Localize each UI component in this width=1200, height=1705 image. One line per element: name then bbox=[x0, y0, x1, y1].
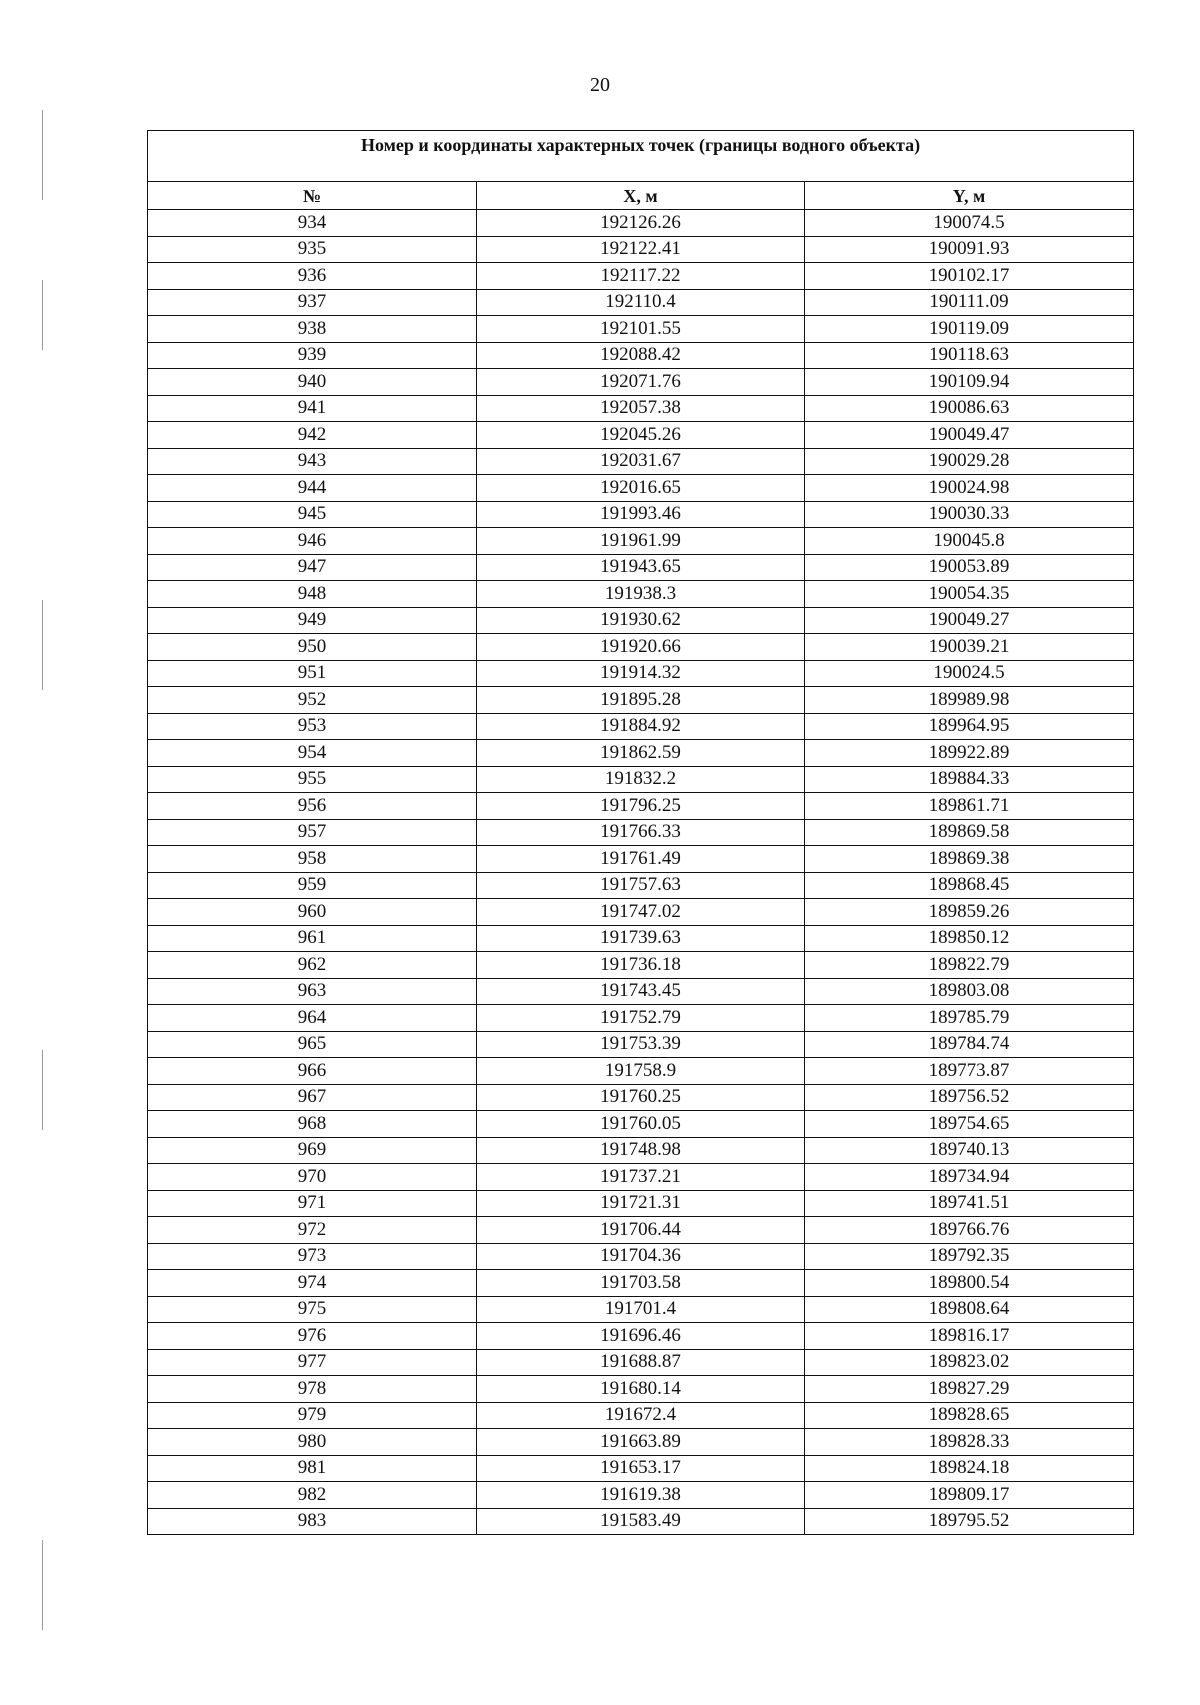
table-row bbox=[148, 766, 1134, 793]
y-coordinate-cell: 189803.08 bbox=[805, 978, 1134, 1005]
point-number-cell: 979 bbox=[148, 1402, 477, 1429]
x-coordinate-cell: 191993.46 bbox=[477, 501, 805, 528]
table-row bbox=[148, 660, 1134, 687]
table-row bbox=[148, 740, 1134, 767]
table-row bbox=[148, 1296, 1134, 1323]
point-number-cell: 938 bbox=[148, 316, 477, 343]
point-number-cell: 959 bbox=[148, 872, 477, 899]
table-body bbox=[148, 210, 1134, 1535]
x-coordinate-cell: 192110.4 bbox=[477, 289, 805, 316]
x-coordinate-cell: 191832.2 bbox=[477, 766, 805, 793]
point-number-cell: 966 bbox=[148, 1058, 477, 1085]
y-coordinate-cell: 189808.64 bbox=[805, 1296, 1134, 1323]
table-row bbox=[148, 342, 1134, 369]
x-coordinate-cell: 191758.9 bbox=[477, 1058, 805, 1085]
scan-margin-line bbox=[42, 1540, 43, 1630]
x-coordinate-cell: 192088.42 bbox=[477, 342, 805, 369]
point-number-cell: 937 bbox=[148, 289, 477, 316]
x-coordinate-cell: 191752.79 bbox=[477, 1005, 805, 1032]
y-coordinate-cell: 189859.26 bbox=[805, 899, 1134, 926]
coordinates-table bbox=[147, 130, 1134, 1535]
table-row bbox=[148, 1111, 1134, 1138]
point-number-cell: 942 bbox=[148, 422, 477, 449]
table-row bbox=[148, 289, 1134, 316]
point-number-cell: 952 bbox=[148, 687, 477, 714]
point-number-cell: 956 bbox=[148, 793, 477, 820]
table-row bbox=[148, 899, 1134, 926]
y-coordinate-cell: 189868.45 bbox=[805, 872, 1134, 899]
table-row bbox=[148, 554, 1134, 581]
y-coordinate-cell: 189823.02 bbox=[805, 1349, 1134, 1376]
page-number: 20 bbox=[590, 74, 610, 96]
x-coordinate-cell: 192122.41 bbox=[477, 236, 805, 263]
table-row bbox=[148, 713, 1134, 740]
x-coordinate-cell: 191737.21 bbox=[477, 1164, 805, 1191]
y-coordinate-cell: 190102.17 bbox=[805, 263, 1134, 290]
x-coordinate-cell: 191757.63 bbox=[477, 872, 805, 899]
x-coordinate-cell: 192031.67 bbox=[477, 448, 805, 475]
x-coordinate-cell: 191680.14 bbox=[477, 1376, 805, 1403]
y-coordinate-cell: 189884.33 bbox=[805, 766, 1134, 793]
x-coordinate-cell: 191961.99 bbox=[477, 528, 805, 555]
point-number-cell: 973 bbox=[148, 1243, 477, 1270]
x-coordinate-cell: 192016.65 bbox=[477, 475, 805, 502]
y-coordinate-cell: 190086.63 bbox=[805, 395, 1134, 422]
y-coordinate-cell: 189824.18 bbox=[805, 1455, 1134, 1482]
y-coordinate-cell: 189773.87 bbox=[805, 1058, 1134, 1085]
point-number-cell: 968 bbox=[148, 1111, 477, 1138]
x-coordinate-cell: 191760.25 bbox=[477, 1084, 805, 1111]
table-row bbox=[148, 819, 1134, 846]
table-row bbox=[148, 1031, 1134, 1058]
table-row bbox=[148, 501, 1134, 528]
x-coordinate-cell: 191653.17 bbox=[477, 1455, 805, 1482]
x-coordinate-cell: 192071.76 bbox=[477, 369, 805, 396]
x-coordinate-cell: 191938.3 bbox=[477, 581, 805, 608]
x-coordinate-cell: 191701.4 bbox=[477, 1296, 805, 1323]
table-row bbox=[148, 634, 1134, 661]
table-row bbox=[148, 581, 1134, 608]
column-header-number: № bbox=[148, 182, 477, 210]
x-coordinate-cell: 191704.36 bbox=[477, 1243, 805, 1270]
point-number-cell: 940 bbox=[148, 369, 477, 396]
y-coordinate-cell: 189850.12 bbox=[805, 925, 1134, 952]
column-header-y: Y, м bbox=[805, 182, 1134, 210]
y-coordinate-cell: 190045.8 bbox=[805, 528, 1134, 555]
x-coordinate-cell: 191761.49 bbox=[477, 846, 805, 873]
table-row bbox=[148, 236, 1134, 263]
point-number-cell: 957 bbox=[148, 819, 477, 846]
x-coordinate-cell: 191920.66 bbox=[477, 634, 805, 661]
table-row bbox=[148, 1429, 1134, 1456]
scan-margin-line bbox=[42, 1050, 43, 1130]
y-coordinate-cell: 189989.98 bbox=[805, 687, 1134, 714]
y-coordinate-cell: 189792.35 bbox=[805, 1243, 1134, 1270]
table-row bbox=[148, 846, 1134, 873]
x-coordinate-cell: 191747.02 bbox=[477, 899, 805, 926]
y-coordinate-cell: 190053.89 bbox=[805, 554, 1134, 581]
point-number-cell: 947 bbox=[148, 554, 477, 581]
y-coordinate-cell: 189828.33 bbox=[805, 1429, 1134, 1456]
x-coordinate-cell: 191930.62 bbox=[477, 607, 805, 634]
y-coordinate-cell: 190030.33 bbox=[805, 501, 1134, 528]
table-row bbox=[148, 925, 1134, 952]
y-coordinate-cell: 190119.09 bbox=[805, 316, 1134, 343]
y-coordinate-cell: 189964.95 bbox=[805, 713, 1134, 740]
x-coordinate-cell: 192045.26 bbox=[477, 422, 805, 449]
table-row bbox=[148, 687, 1134, 714]
y-coordinate-cell: 189756.52 bbox=[805, 1084, 1134, 1111]
point-number-cell: 941 bbox=[148, 395, 477, 422]
table-row bbox=[148, 1508, 1134, 1535]
table-title: Номер и координаты характерных точек (границы водного объекта) bbox=[148, 131, 1134, 182]
y-coordinate-cell: 189861.71 bbox=[805, 793, 1134, 820]
column-header-x: X, м bbox=[477, 182, 805, 210]
y-coordinate-cell: 189784.74 bbox=[805, 1031, 1134, 1058]
table-row bbox=[148, 1164, 1134, 1191]
y-coordinate-cell: 189800.54 bbox=[805, 1270, 1134, 1297]
x-coordinate-cell: 191696.46 bbox=[477, 1323, 805, 1350]
point-number-cell: 981 bbox=[148, 1455, 477, 1482]
x-coordinate-cell: 191688.87 bbox=[477, 1349, 805, 1376]
point-number-cell: 953 bbox=[148, 713, 477, 740]
point-number-cell: 944 bbox=[148, 475, 477, 502]
y-coordinate-cell: 189816.17 bbox=[805, 1323, 1134, 1350]
y-coordinate-cell: 190029.28 bbox=[805, 448, 1134, 475]
x-coordinate-cell: 191743.45 bbox=[477, 978, 805, 1005]
point-number-cell: 939 bbox=[148, 342, 477, 369]
x-coordinate-cell: 191672.4 bbox=[477, 1402, 805, 1429]
point-number-cell: 964 bbox=[148, 1005, 477, 1032]
table-row bbox=[148, 422, 1134, 449]
x-coordinate-cell: 191583.49 bbox=[477, 1508, 805, 1535]
table-row bbox=[148, 369, 1134, 396]
y-coordinate-cell: 189869.38 bbox=[805, 846, 1134, 873]
table-row bbox=[148, 1217, 1134, 1244]
y-coordinate-cell: 190054.35 bbox=[805, 581, 1134, 608]
table-row bbox=[148, 210, 1134, 237]
y-coordinate-cell: 190049.47 bbox=[805, 422, 1134, 449]
point-number-cell: 943 bbox=[148, 448, 477, 475]
x-coordinate-cell: 191884.92 bbox=[477, 713, 805, 740]
y-coordinate-cell: 190039.21 bbox=[805, 634, 1134, 661]
table-row bbox=[148, 952, 1134, 979]
y-coordinate-cell: 189785.79 bbox=[805, 1005, 1134, 1032]
point-number-cell: 951 bbox=[148, 660, 477, 687]
point-number-cell: 980 bbox=[148, 1429, 477, 1456]
x-coordinate-cell: 192117.22 bbox=[477, 263, 805, 290]
table-row bbox=[148, 872, 1134, 899]
table-row bbox=[148, 978, 1134, 1005]
point-number-cell: 934 bbox=[148, 210, 477, 237]
point-number-cell: 961 bbox=[148, 925, 477, 952]
point-number-cell: 967 bbox=[148, 1084, 477, 1111]
scan-margin-line bbox=[42, 280, 43, 350]
table-row bbox=[148, 1137, 1134, 1164]
y-coordinate-cell: 190024.98 bbox=[805, 475, 1134, 502]
table-row bbox=[148, 528, 1134, 555]
x-coordinate-cell: 192101.55 bbox=[477, 316, 805, 343]
y-coordinate-cell: 189766.76 bbox=[805, 1217, 1134, 1244]
point-number-cell: 955 bbox=[148, 766, 477, 793]
y-coordinate-cell: 190111.09 bbox=[805, 289, 1134, 316]
x-coordinate-cell: 191766.33 bbox=[477, 819, 805, 846]
point-number-cell: 963 bbox=[148, 978, 477, 1005]
scan-margin-line bbox=[42, 600, 43, 690]
x-coordinate-cell: 191619.38 bbox=[477, 1482, 805, 1509]
y-coordinate-cell: 189795.52 bbox=[805, 1508, 1134, 1535]
point-number-cell: 975 bbox=[148, 1296, 477, 1323]
table-row bbox=[148, 1402, 1134, 1429]
point-number-cell: 970 bbox=[148, 1164, 477, 1191]
x-coordinate-cell: 192057.38 bbox=[477, 395, 805, 422]
point-number-cell: 958 bbox=[148, 846, 477, 873]
y-coordinate-cell: 190049.27 bbox=[805, 607, 1134, 634]
table-row bbox=[148, 1323, 1134, 1350]
y-coordinate-cell: 190074.5 bbox=[805, 210, 1134, 237]
y-coordinate-cell: 189922.89 bbox=[805, 740, 1134, 767]
scan-margin-line bbox=[42, 110, 43, 200]
table-row bbox=[148, 263, 1134, 290]
table-row bbox=[148, 1349, 1134, 1376]
y-coordinate-cell: 189822.79 bbox=[805, 952, 1134, 979]
x-coordinate-cell: 191914.32 bbox=[477, 660, 805, 687]
x-coordinate-cell: 191796.25 bbox=[477, 793, 805, 820]
x-coordinate-cell: 191943.65 bbox=[477, 554, 805, 581]
point-number-cell: 945 bbox=[148, 501, 477, 528]
point-number-cell: 974 bbox=[148, 1270, 477, 1297]
table-row bbox=[148, 793, 1134, 820]
x-coordinate-cell: 191706.44 bbox=[477, 1217, 805, 1244]
table-row bbox=[148, 607, 1134, 634]
x-coordinate-cell: 191663.89 bbox=[477, 1429, 805, 1456]
y-coordinate-cell: 189869.58 bbox=[805, 819, 1134, 846]
x-coordinate-cell: 192126.26 bbox=[477, 210, 805, 237]
y-coordinate-cell: 189740.13 bbox=[805, 1137, 1134, 1164]
point-number-cell: 946 bbox=[148, 528, 477, 555]
x-coordinate-cell: 191760.05 bbox=[477, 1111, 805, 1138]
point-number-cell: 978 bbox=[148, 1376, 477, 1403]
y-coordinate-cell: 190024.5 bbox=[805, 660, 1134, 687]
point-number-cell: 936 bbox=[148, 263, 477, 290]
table-row bbox=[148, 1084, 1134, 1111]
table-row bbox=[148, 316, 1134, 343]
point-number-cell: 950 bbox=[148, 634, 477, 661]
y-coordinate-cell: 190091.93 bbox=[805, 236, 1134, 263]
table-row bbox=[148, 1270, 1134, 1297]
point-number-cell: 971 bbox=[148, 1190, 477, 1217]
point-number-cell: 972 bbox=[148, 1217, 477, 1244]
point-number-cell: 935 bbox=[148, 236, 477, 263]
y-coordinate-cell: 189734.94 bbox=[805, 1164, 1134, 1191]
x-coordinate-cell: 191753.39 bbox=[477, 1031, 805, 1058]
table-row bbox=[148, 1005, 1134, 1032]
point-number-cell: 983 bbox=[148, 1508, 477, 1535]
table-row bbox=[148, 448, 1134, 475]
point-number-cell: 949 bbox=[148, 607, 477, 634]
y-coordinate-cell: 189741.51 bbox=[805, 1190, 1134, 1217]
point-number-cell: 954 bbox=[148, 740, 477, 767]
table-row bbox=[148, 1058, 1134, 1085]
x-coordinate-cell: 191703.58 bbox=[477, 1270, 805, 1297]
point-number-cell: 962 bbox=[148, 952, 477, 979]
table-row bbox=[148, 1482, 1134, 1509]
y-coordinate-cell: 189827.29 bbox=[805, 1376, 1134, 1403]
x-coordinate-cell: 191739.63 bbox=[477, 925, 805, 952]
point-number-cell: 977 bbox=[148, 1349, 477, 1376]
table-row bbox=[148, 1243, 1134, 1270]
point-number-cell: 976 bbox=[148, 1323, 477, 1350]
table-row bbox=[148, 475, 1134, 502]
point-number-cell: 969 bbox=[148, 1137, 477, 1164]
x-coordinate-cell: 191721.31 bbox=[477, 1190, 805, 1217]
y-coordinate-cell: 189754.65 bbox=[805, 1111, 1134, 1138]
table-row bbox=[148, 395, 1134, 422]
point-number-cell: 965 bbox=[148, 1031, 477, 1058]
x-coordinate-cell: 191862.59 bbox=[477, 740, 805, 767]
table-row bbox=[148, 1455, 1134, 1482]
table-row bbox=[148, 1376, 1134, 1403]
point-number-cell: 982 bbox=[148, 1482, 477, 1509]
y-coordinate-cell: 190118.63 bbox=[805, 342, 1134, 369]
x-coordinate-cell: 191736.18 bbox=[477, 952, 805, 979]
point-number-cell: 960 bbox=[148, 899, 477, 926]
y-coordinate-cell: 189828.65 bbox=[805, 1402, 1134, 1429]
point-number-cell: 948 bbox=[148, 581, 477, 608]
y-coordinate-cell: 189809.17 bbox=[805, 1482, 1134, 1509]
x-coordinate-cell: 191748.98 bbox=[477, 1137, 805, 1164]
y-coordinate-cell: 190109.94 bbox=[805, 369, 1134, 396]
x-coordinate-cell: 191895.28 bbox=[477, 687, 805, 714]
table-row bbox=[148, 1190, 1134, 1217]
